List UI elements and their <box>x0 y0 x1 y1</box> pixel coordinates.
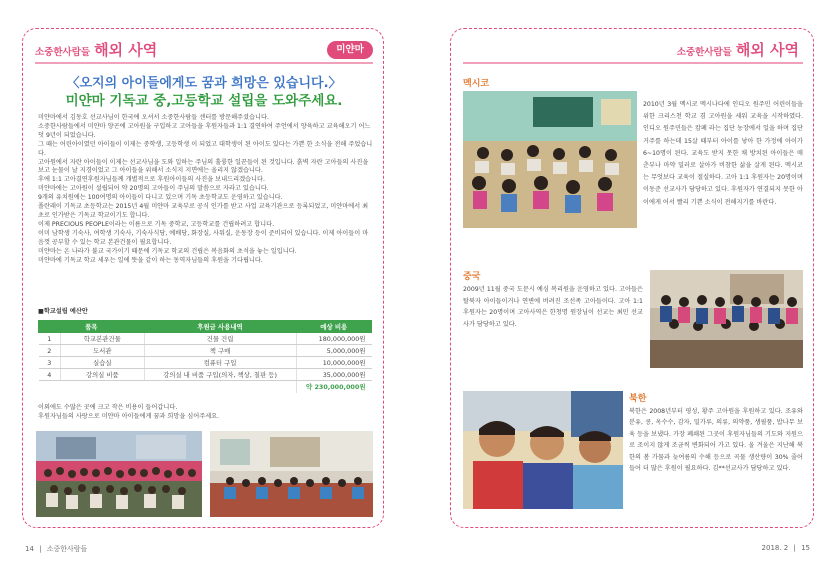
footer-title: 소중한사람들 <box>46 545 88 553</box>
left-header-rule <box>35 62 373 64</box>
left-header-main: 해외 사역 <box>94 41 158 59</box>
closing-text <box>38 404 373 422</box>
row-number: 1 <box>39 333 61 345</box>
headline-primary: 〈오지의 아이들에게도 꿈과 희망은 있습니다.〉 <box>66 76 342 91</box>
left-header <box>35 39 157 60</box>
paragraph: 소중한사람들에서 미얀마 양곤에 고아원을 구입하고 고아들을 후원자들과 1:1 결연하여 주언에서 양육하고 교육해오기 어느덧 9년이 되었습니다. <box>38 122 371 139</box>
paragraph: 폴란래이 기독교 초등학교는 2015년 4월 미얀마 교육부로 공식 인가를 받고 사업 교육기관으로 등록되었고, 미얀마에서 최초로 인가받은 기독교 학교이기도 합니다. <box>38 203 369 219</box>
right-header-sub: 소중한사람들 <box>676 47 732 58</box>
budget-header-cost: 예상 비용 <box>296 321 371 333</box>
paragraph: 후에 1:1 고아결연후원자님들께 개별적으로 후원아이들의 사진을 보내드리겠습니다. <box>38 176 265 184</box>
text-nk: 북한은 2008년부터 평성, 황주 고아원을 후원하고 있다. 조유와 분유, 콩, 옥수수, 감자, 밀가루, 의류, 의약품, 생필품, 밥나무 보육 등을 보냈다. 가장 폐쇄된 그곳이 후원자님들의 기도와 지원으로 조이지 않게 조금씩 변화되어 가고 있다. 올 겨울은 지난해 북한의 봄 가뭄과 늦여름의 수해 등으로 곡물 생산량이 30% 줄어들어 더 많은 후원이 필요하다. 김**선교사가 담당하고 있다. <box>629 408 803 473</box>
section-label-nk: 북한 <box>629 394 647 404</box>
headline-secondary: 미얀마 기독교 중,고등학교 설립을 도와주세요. <box>65 93 343 109</box>
right-header-main: 해외 사역 <box>735 41 799 59</box>
paragraph: 미얀마에는 고아원이 설립되어 약 20명의 고아들이 주님의 말씀으로 자라고 있습니다. <box>38 185 269 193</box>
footer-date: 2018. 2 <box>761 544 789 552</box>
table-row <box>39 369 372 381</box>
paragraph: 미얀마에서 김동호 선교사님이 한국에 오셔서 소중한사람들 센터를 방문해주셨습니다. <box>38 114 269 121</box>
table-row <box>39 333 372 345</box>
right-page <box>450 28 814 528</box>
row-item: 실습실 <box>61 357 145 369</box>
closing-line: 이외에도 수많은 곳에 크고 작은 비용이 들어갑니다. <box>38 404 178 411</box>
footer-right <box>762 544 810 552</box>
row-number: 4 <box>39 369 61 381</box>
row-usage: 컴퓨터 구입 <box>144 357 296 369</box>
row-cost: 5,000,000원 <box>296 345 371 357</box>
classroom-photo-myanmar <box>210 431 373 517</box>
budget-total-row <box>39 381 372 393</box>
group-photo-myanmar <box>36 431 202 517</box>
left-header-sub: 소중한사람들 <box>35 47 91 58</box>
row-number: 2 <box>39 345 61 357</box>
budget-title: ■학교설립 예산안 <box>38 308 88 315</box>
text-china: 2009년 11월 중국 도문시 예심 복리원을 운영하고 있다. 고아들은 탈북자 아이들이거나 연변에 버려진 조선족 고아들이다. 고아 1:1 후원자는 20명이며 고아사역은 한청명 원장님이 선교는 최민 선교사가 담당하고 있다. <box>463 286 643 328</box>
closing-line: 후원자님들의 사랑으로 미얀마 아이들에게 꿈과 희망을 심어주세요. <box>38 412 220 420</box>
paragraph: 이제 PRECIOUS PEOPLE이라는 이름으로 기독 중학교, 고등학교를 건립하려고 합니다. <box>38 220 275 228</box>
row-item: 도서관 <box>61 345 145 357</box>
article-body <box>38 114 373 265</box>
right-header-rule <box>463 62 803 64</box>
row-cost: 10,000,000원 <box>296 357 371 369</box>
budget-table <box>38 320 372 393</box>
table-row <box>39 357 372 369</box>
footer-left <box>25 544 87 554</box>
right-header <box>677 39 799 60</box>
section-label-mexico: 멕시코 <box>463 79 490 89</box>
country-badge: 미얀마 <box>327 41 373 59</box>
paragraph: 고아원에서 자란 아이들이 이제는 선교사님을 도와 일하는 주님의 훌륭한 일꾼들이 된 것입니다. 흙벽 자란 고아들의 사진을 보고 눈물이 날 지경이었고 그 아이들을 위해서 소식지 지면에는 올리지 않겠습니다. <box>38 158 369 175</box>
footer-divider: | <box>39 545 42 553</box>
right-page-number: 15 <box>801 544 810 552</box>
photo-nk-children <box>463 391 623 509</box>
paragraph: 미얀마는 온 나라가 불교 국가이기 때문에 기독교 학교의 건립은 복음화의 초석을 놓는 일입니다. <box>38 247 297 255</box>
row-usage: 강의실 내 비품 구입(의자, 책상, 칠판 등) <box>144 369 296 381</box>
left-page-number: 14 <box>25 545 34 553</box>
row-item: 학교본관건물 <box>61 333 145 345</box>
budget-header-row <box>39 321 372 333</box>
paragraph: 이미 남학생 기숙사, 여학생 기숙사, 기숙사식당, 예배당, 화장실, 사워실, 운동장 등이 준비되어 있습니다. 이제 아이들이 마음껏 공부할 수 있는 학교 본관건물이 필요합니다. <box>38 229 369 246</box>
section-label-china: 중국 <box>463 272 481 282</box>
budget-total: 약 230,000,000원 <box>296 381 371 393</box>
left-page <box>22 28 384 528</box>
table-row <box>39 345 372 357</box>
row-usage: 건물 건립 <box>144 333 296 345</box>
photo-china-children <box>650 270 803 368</box>
paragraph: 9개의 유치원에는 100여명의 아이들이 다니고 있으며 기독 초등학교도 운영하고 있습니다. <box>38 194 283 202</box>
text-mexico: 2010년 3월 멕시코 멕시나다에 인디오 원주민 어린이들을 위한 크리스천 학교 겸 고아원을 세워 교육을 시작하였다. 인디오 원주민들은 캄폐 라는 집단 농장에서 일을 하며 집단 거주를 하는데 15살 때부터 아이를 낳아 한 가정에 아이가 6~10명이 된다. 교육도 받지 못한 채 방치된 아이들은 매춘부나 마약 밀러로 살아가 비참한 삶을 살게 된다. 멕시코는 무엇보다 교육이 절실하다. 고아 1:1 후원자는 20명이며 이동준 선교사가 담당하고 있다. 후원자가 연결되지 못한 아이에게 어서 빨리 기쁜 소식이 전해지기를 바란다. <box>643 101 803 206</box>
footer-divider: | <box>793 544 796 552</box>
photo-mexico-classroom <box>463 91 637 228</box>
row-usage: 책 구매 <box>144 345 296 357</box>
row-cost: 35,000,000원 <box>296 369 371 381</box>
paragraph: 그 때는 어린아이였던 아이들이 이제는 중학생, 고등학생 이 되었고 대학생이 된 아이도 있다는 가쁜 한 소식을 전해 주었습니다. <box>38 140 373 157</box>
budget-header-item: 품목 <box>39 321 145 333</box>
budget-header-usage: 후원금 사용내역 <box>144 321 296 333</box>
row-cost: 180,000,000원 <box>296 333 371 345</box>
row-item: 강의실 비품 <box>61 369 145 381</box>
paragraph: 미얀마에 기독교 학교 세우는 일에 뜻을 같이 하는 동역자님들의 후원을 기다립니다. <box>38 256 263 264</box>
row-number: 3 <box>39 357 61 369</box>
